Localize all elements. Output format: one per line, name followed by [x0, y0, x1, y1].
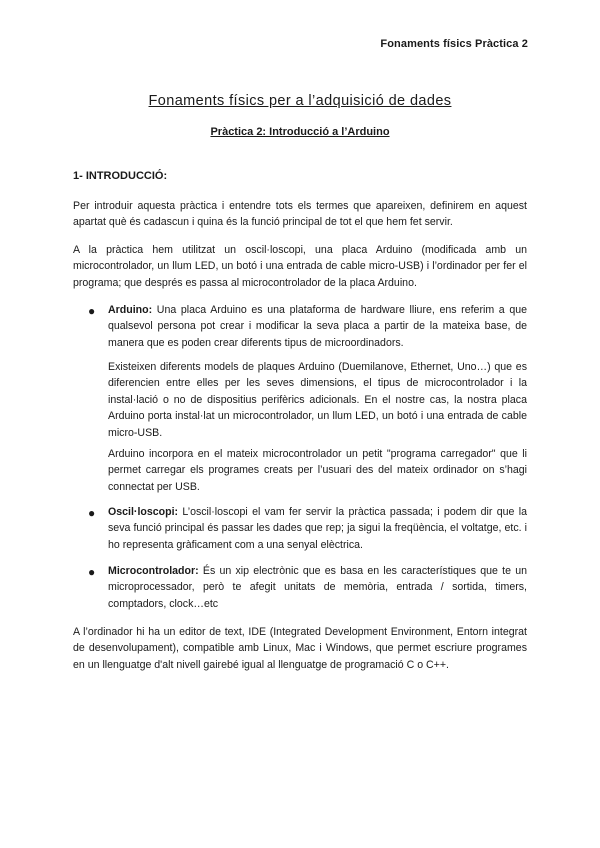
- intro-paragraph: Per introduir aquesta pràctica i entendre tots els termes que apareixen, definirem en aquest apartat què és cadascun i quina és la funció principal de tot el que hem fet servir.: [73, 200, 527, 229]
- running-header: Fonaments físics Pràctica 2: [380, 38, 528, 50]
- arduino-bootloader-paragraph: Arduino incorpora en el mateix microcontrolador un petit "programa carregador" que li permet carregar els programes creats per l’usuari des del mateix ordinador on s’hagi connectat per USB.: [108, 448, 527, 493]
- bullet-dot: ●: [88, 304, 96, 318]
- section-heading: 1- INTRODUCCIÓ:: [73, 170, 168, 182]
- bullet-body: És un xip electrònic que es basa en les característiques que te un microprocessador, però te afegit unitats de memòria, entrada / sortida, timers, comptadors, clock…etc: [108, 565, 527, 610]
- bullet-body: L’oscil·loscopi el vam fer servir la pràctica passada; i podem dir que la seva funció principal és passar les dades que rep; ja sigui la freqüència, el voltatge, etc. i ho representa gràficament com a una senyal elèctrica.: [108, 506, 528, 551]
- closing-paragraph: A l’ordinador hi ha un editor de text, IDE (Integrated Development Environment, Entorn integrat de desenvolupament), compatible amb Linux, Mac i Windows, que permet escriure programes en un llenguatge d'alt nivell gairebé igual al llenguatge de programació C o C++.: [73, 626, 527, 671]
- arduino-models-paragraph: Existeixen diferents models de plaques Arduino (Duemilanove, Ethernet, Uno…) que es diferencien entre elles per les seves dimensions, el tipus de microcontrolador i la instal·lació o no de dispositius perifèrics adicionals. En el nostre cas, la nostra placa Arduino porta instal·lat un microcontrolador, un llum LED, un botó i una entrada de cable micro-USB.: [108, 361, 527, 439]
- setup-paragraph: A la pràctica hem utilitzat un oscil·loscopi, una placa Arduino (modificada amb un microcontrolador, un llum LED, un botó i una entrada de cable micro-USB) i l’ordinador per fer el programa; que després es passa al microcontrolador de la placa Arduino.: [73, 244, 527, 289]
- bullet-dot: ●: [88, 565, 96, 579]
- document-subtitle: Pràctica 2: Introducció a l’Arduino: [210, 126, 390, 138]
- bullet-term: Microcontrolador:: [108, 565, 199, 577]
- bullet-arduino: [108, 302, 527, 351]
- bullet-dot: ●: [88, 506, 96, 520]
- bullet-term: Arduino:: [108, 304, 153, 316]
- bullet-body: Una placa Arduino es una plataforma de hardware lliure, ens referim a que qualsevol persona pot crear i modificar la seva placa a partir de la mateixa base, de manera que es poden crear diferents tipus de microordinadors.: [108, 304, 528, 349]
- bullet-term: Oscil·loscopi:: [108, 506, 179, 518]
- document-title: Fonaments físics per a l’adquisició de dades: [148, 93, 452, 109]
- bullet-oscilloscope: [108, 504, 527, 553]
- bullet-microcontroller: [108, 563, 527, 612]
